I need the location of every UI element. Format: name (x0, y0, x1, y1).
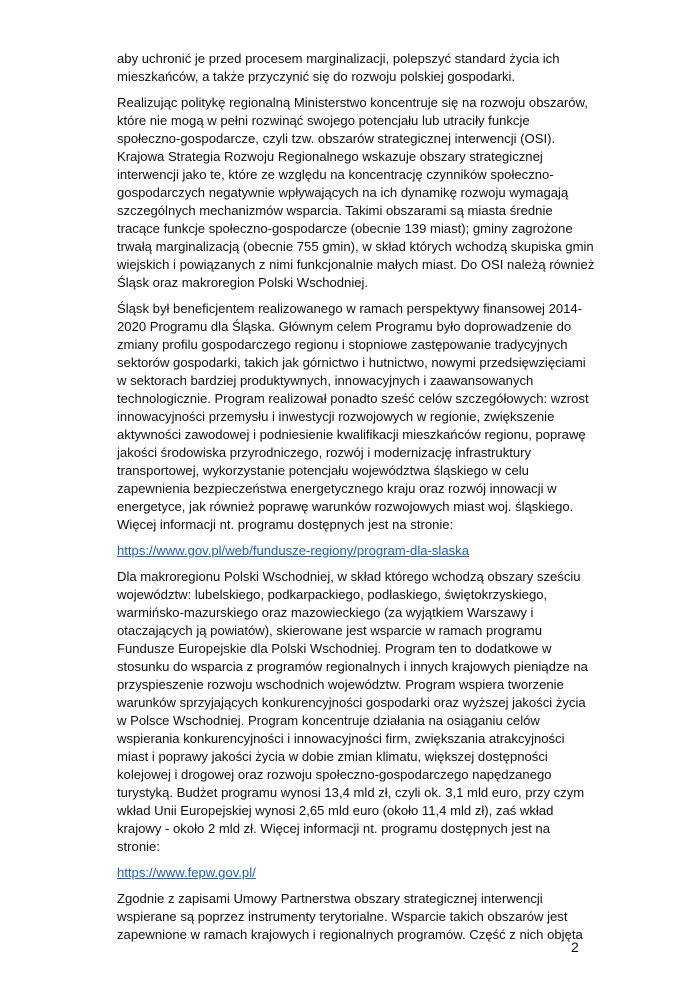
paragraph-osi: Realizując politykę regionalną Ministerstwo koncentruje się na rozwoju obszarów, które nie mogą w pełni rozwinąć swojego potencjału lub utraciły funkcje społeczno-gospodarcze, czyli tzw. obszarów strategicznej interwencji (OSI). Krajowa Strategia Rozwoju Regionalnego wskazuje obszary strategicznej interwencji jako te, które ze względu na koncentrację czynników społeczno-gospodarczych negatywnie wpływających na ich dynamikę rozwoju wymagają szczególnych mechanizmów wsparcia. Takimi obszarami są miasta średnie tracące funkcje społeczno-gospodarcze (obecnie 139 miast); gminy zagrożone trwałą marginalizacją (obecnie 755 gmin), w skład których wchodzą skupiska gmin wiejskich i powiązanych z nimi funkcjonalnie małych miast. Do OSI należą również Śląsk oraz makroregion Polski Wschodniej. (117, 95, 595, 290)
silesia-program-link[interactable]: https://www.gov.pl/web/fundusze-regiony/program-dla-slaska (117, 543, 469, 558)
paragraph-eastern-poland: Dla makroregionu Polski Wschodniej, w skład którego wchodzą obszary sześciu województw: lubelskiego, podkarpackiego, podlaskiego, świętokrzyskiego, warmińsko-mazurskiego oraz mazowieckiego (za wyjątkiem Warszawy i otaczających ją powiatów), skierowane jest wsparcie w ramach programu Fundusze Europejskie dla Polski Wschodniej. Program ten to dodatkowe w stosunku do wsparcia z programów regionalnych i innych krajowych pieniądze na przyspieszenie rozwoju wschodnich województw. Program wspiera tworzenie warunków sprzyjających konkurencyjności gospodarki oraz wyższej jakości życia w Polsce Wschodniej. Program koncentruje działania na osiąganiu celów wspierania konkurencyjności i innowacyjności firm, zwiększania atrakcyjności miast i poprawy jakości życia w dobie zmian klimatu, większej dostępności kolejowej i drogowej oraz rozwoju społeczno-gospodarczego napędzanego turystyką. Budżet programu wynosi 13,4 mld zł, czyli ok. 3,1 mld euro, przy czym wkład Unii Europejskiej wynosi 2,65 mld euro (około 11,4 mld zł), zaś wkład krajowy - około 2 mld zł. Więcej informacji nt. programu dostępnych jest na stronie: (117, 569, 588, 854)
fepw-link[interactable]: https://www.fepw.gov.pl/ (117, 865, 256, 880)
paragraph-silesia-program: Śląsk był beneficjentem realizowanego w ramach perspektywy finansowej 2014-2020 Programu dla Śląska. Głównym celem Programu było doprowadzenie do zmiany profilu gospodarczego regionu i stopniowe zastępowanie tradycyjnych sektorów gospodarki, takich jak górnictwo i hutnictwo, nowymi przedsięwzięciami w sektorach bardziej produktywnych, innowacyjnych i zaawansowanych technologicznie. Program realizował ponadto sześć celów szczegółowych: wzrost innowacyjności przemysłu i inwestycji rozwojowych w regionie, zwiększenie aktywności zawodowej i podniesienie kwalifikacji mieszkańców regionu, poprawę jakości środowiska przyrodniczego, rozwój i modernizację infrastruktury transportowej, wykorzystanie potencjału województwa śląskiego w celu zapewnienia bezpieczeństwa energetycznego kraju oraz rozwój innowacji w energetyce, jak również poprawę warunków rozwojowych miast woj. śląskiego. Więcej informacji nt. programu dostępnych jest na stronie: (117, 301, 589, 532)
page-number: 2 (571, 939, 579, 955)
link-paragraph-fepw (117, 864, 595, 882)
document-page (117, 50, 595, 952)
paragraph-partnership-agreement: Zgodnie z zapisami Umowy Partnerstwa obszary strategicznej interwencji wspierane są poprzez instrumenty terytorialne. Wsparcie takich obszarów jest zapewnione w ramach krajowych i regionalnych programów. Część z nich objęta (117, 891, 583, 942)
link-paragraph-silesia (117, 542, 595, 560)
paragraph-marginalization: aby uchronić je przed procesem marginalizacji, polepszyć standard życia ich mieszkańców, a także przyczynić się do rozwoju polskiej gospodarki. (117, 51, 560, 84)
